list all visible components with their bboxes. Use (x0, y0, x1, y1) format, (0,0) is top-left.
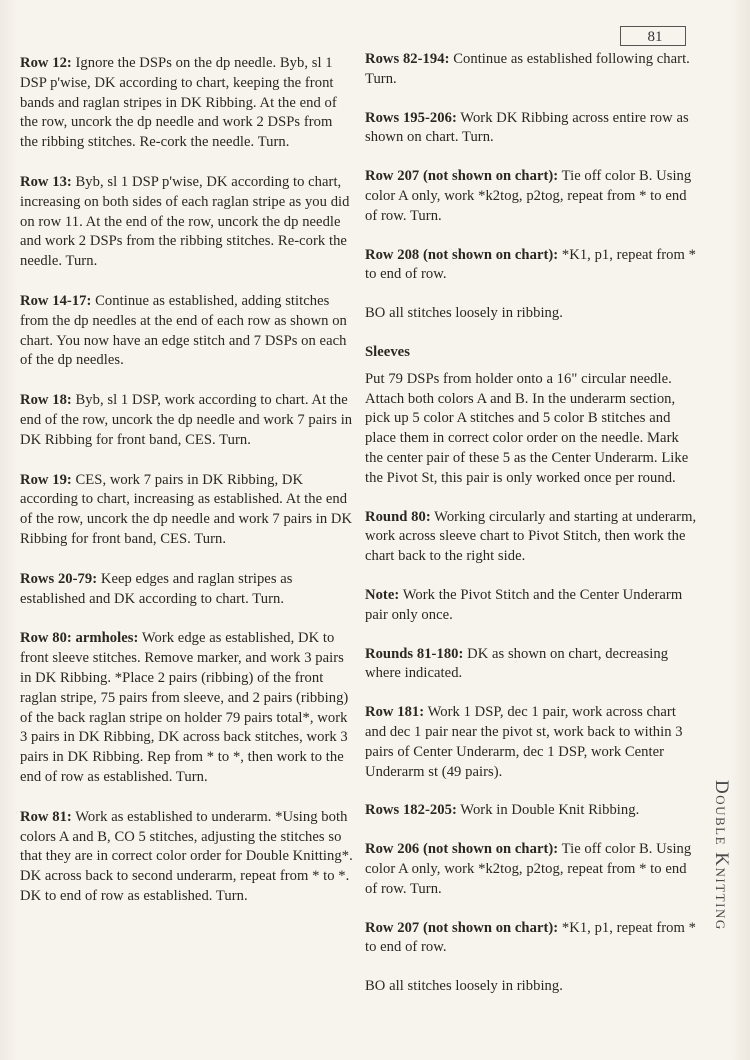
row-text: CES, work 7 pairs in DK Ribbing, DK according to chart, increasing as established. At the end of the row, uncork the dp needle and work 7 pairs in DK Ribbing for front band, CES. Turn. (20, 471, 353, 547)
instruction-row-181 (365, 703, 697, 782)
row-text: DK as shown on chart, decreasing where indicated. (365, 645, 669, 682)
sleeves-setup (365, 370, 697, 489)
row-label: Row 181: (365, 704, 425, 721)
row-text: Put 79 DSPs from holder onto a 16" circular needle. Attach both colors A and B. In the underarm section, pick up 5 color A stitches and 5 color B stitches and place them in correct color order on the needle. Mark the center pair of these 5 as the Center Underarm. Like the Pivot St, this pair is only worked once per round. (365, 370, 689, 486)
instruction-row-207 (365, 167, 697, 226)
row-label: Row 13: (20, 173, 72, 190)
row-text: *K1, p1, repeat from * to end of row. (365, 246, 696, 283)
row-label: Rows 195-206: (365, 109, 457, 126)
instruction-rounds-81-180 (365, 645, 697, 685)
row-text: BO all stitches loosely in ribbing. (365, 305, 563, 322)
instruction-row-13 (20, 173, 353, 272)
row-text: Work as established to underarm. *Using both colors A and B, CO 5 stitches, adjusting the stitches so that they are in correct color order for Double Knitting*. DK across back to second underarm, repeat from * to *. DK to end of row as established. Turn. (20, 808, 353, 904)
page-number: 81 (620, 26, 686, 46)
instruction-row-18 (20, 391, 353, 450)
instruction-row-208 (365, 246, 697, 286)
row-label: Row 207 (not shown on chart): (365, 168, 559, 185)
row-text: Work edge as established, DK to front sleeve stitches. Remove marker, and work 3 pairs in DK Ribbing. *Place 2 pairs (ribbing) of the front raglan stripe, 75 pairs from sleeve, and 2 pairs (ribbing) of the back raglan stripe on holder 79 pairs total*, work 3 pairs in DK Ribbing, DK across back stitches, work 3 pairs in DK Ribbing. Rep from * to *, then work to the end of row as established. Turn. (20, 630, 349, 785)
row-text: Work the Pivot Stitch and the Center Underarm pair only once. (365, 586, 683, 623)
row-text: Byb, sl 1 DSP p'wise, DK according to chart, increasing on both sides of each raglan stripe as you did on row 11. At the end of the row, uncork the dp needle and work 2 DSPs from the ribbing stitches. Re-cork the needle. Turn. (20, 173, 350, 270)
chapter-side-title: Double Knitting (711, 780, 732, 931)
row-label: Row 14-17: (20, 292, 92, 309)
instruction-rows-82-194 (365, 50, 697, 90)
instruction-row-207-sleeve (365, 919, 697, 959)
instruction-rows-20-79 (20, 570, 353, 610)
row-text: Work DK Ribbing across entire row as shown on chart. Turn. (365, 109, 689, 146)
bind-off-note (365, 304, 697, 324)
instruction-round-80 (365, 508, 697, 567)
row-label: Note: (365, 586, 400, 603)
row-text: Continue as established, adding stitches from the dp needles at the end of each row as shown on chart. You now have an edge stitch and 7 DSPs on each of the dp needles. (20, 292, 347, 369)
row-text: Tie off color B. Using color A only, work *k2tog, p2tog, repeat from * to end of row. Turn. (365, 168, 692, 224)
row-text: Working circularly and starting at underarm, work across sleeve chart to Pivot Stitch, then work the chart back to the right side. (365, 508, 697, 565)
note-pivot (365, 586, 697, 626)
row-text: BO all stitches loosely in ribbing. (365, 978, 563, 995)
row-label: Row 81: (20, 808, 72, 825)
row-label: Rows 20-79: (20, 570, 98, 587)
instruction-row-81 (20, 808, 353, 907)
row-text: Work in Double Knit Ribbing. (456, 802, 640, 819)
right-column (365, 51, 697, 997)
row-text: Continue as established following chart. Turn. (365, 51, 690, 87)
row-text: Tie off color B. Using color A only, work *k2tog, p2tog, repeat from * to end of row. Turn. (365, 841, 692, 897)
row-label: Row 208 (not shown on chart): (365, 246, 559, 263)
row-text: Byb, sl 1 DSP, work according to chart. At the end of the row, uncork the dp needle and work 7 pairs in DK Ribbing for front band, CES. Turn. (20, 392, 353, 448)
row-label: Rounds 81-180: (365, 645, 464, 662)
left-column (20, 54, 353, 907)
bind-off-note-sleeve (365, 977, 697, 997)
instruction-rows-182-205 (365, 801, 697, 821)
row-label: Row 80: armholes: (20, 630, 139, 647)
row-text: Ignore the DSPs on the dp needle. Byb, sl 1 DSP p'wise, DK according to chart, keeping the front bands and raglan stripes in DK Ribbing. At the end of the row, uncork the dp needle and work 2 DSPs from the ribbing stitches. Re-cork the needle. Turn. (20, 55, 337, 151)
instruction-row-14-17 (20, 292, 353, 371)
instruction-row-80 (20, 629, 353, 787)
instruction-row-12 (20, 54, 353, 153)
row-label: Row 207 (not shown on chart): (365, 919, 559, 936)
instruction-row-206 (365, 840, 697, 899)
row-label: Rows 182-205: (365, 802, 457, 819)
row-text: Work 1 DSP, dec 1 pair, work across chart and dec 1 pair near the pivot st, work back to within 3 pairs of Center Underarm, dec 1 DSP, work Center Underarm st (49 pairs). (365, 704, 683, 780)
row-label: Rows 82-194: (365, 51, 450, 67)
row-label: Round 80: (365, 508, 431, 525)
sleeves-heading: Sleeves (365, 343, 410, 360)
row-label: Row 18: (20, 392, 72, 409)
instruction-rows-195-206 (365, 109, 697, 149)
row-label: Row 206 (not shown on chart): (365, 841, 559, 858)
row-text: *K1, p1, repeat from * to end of row. (365, 919, 696, 956)
instruction-row-19 (20, 471, 353, 550)
row-text: Keep edges and raglan stripes as established and DK according to chart. Turn. (20, 570, 293, 607)
row-label: Row 19: (20, 471, 72, 488)
row-label: Row 12: (20, 55, 72, 71)
